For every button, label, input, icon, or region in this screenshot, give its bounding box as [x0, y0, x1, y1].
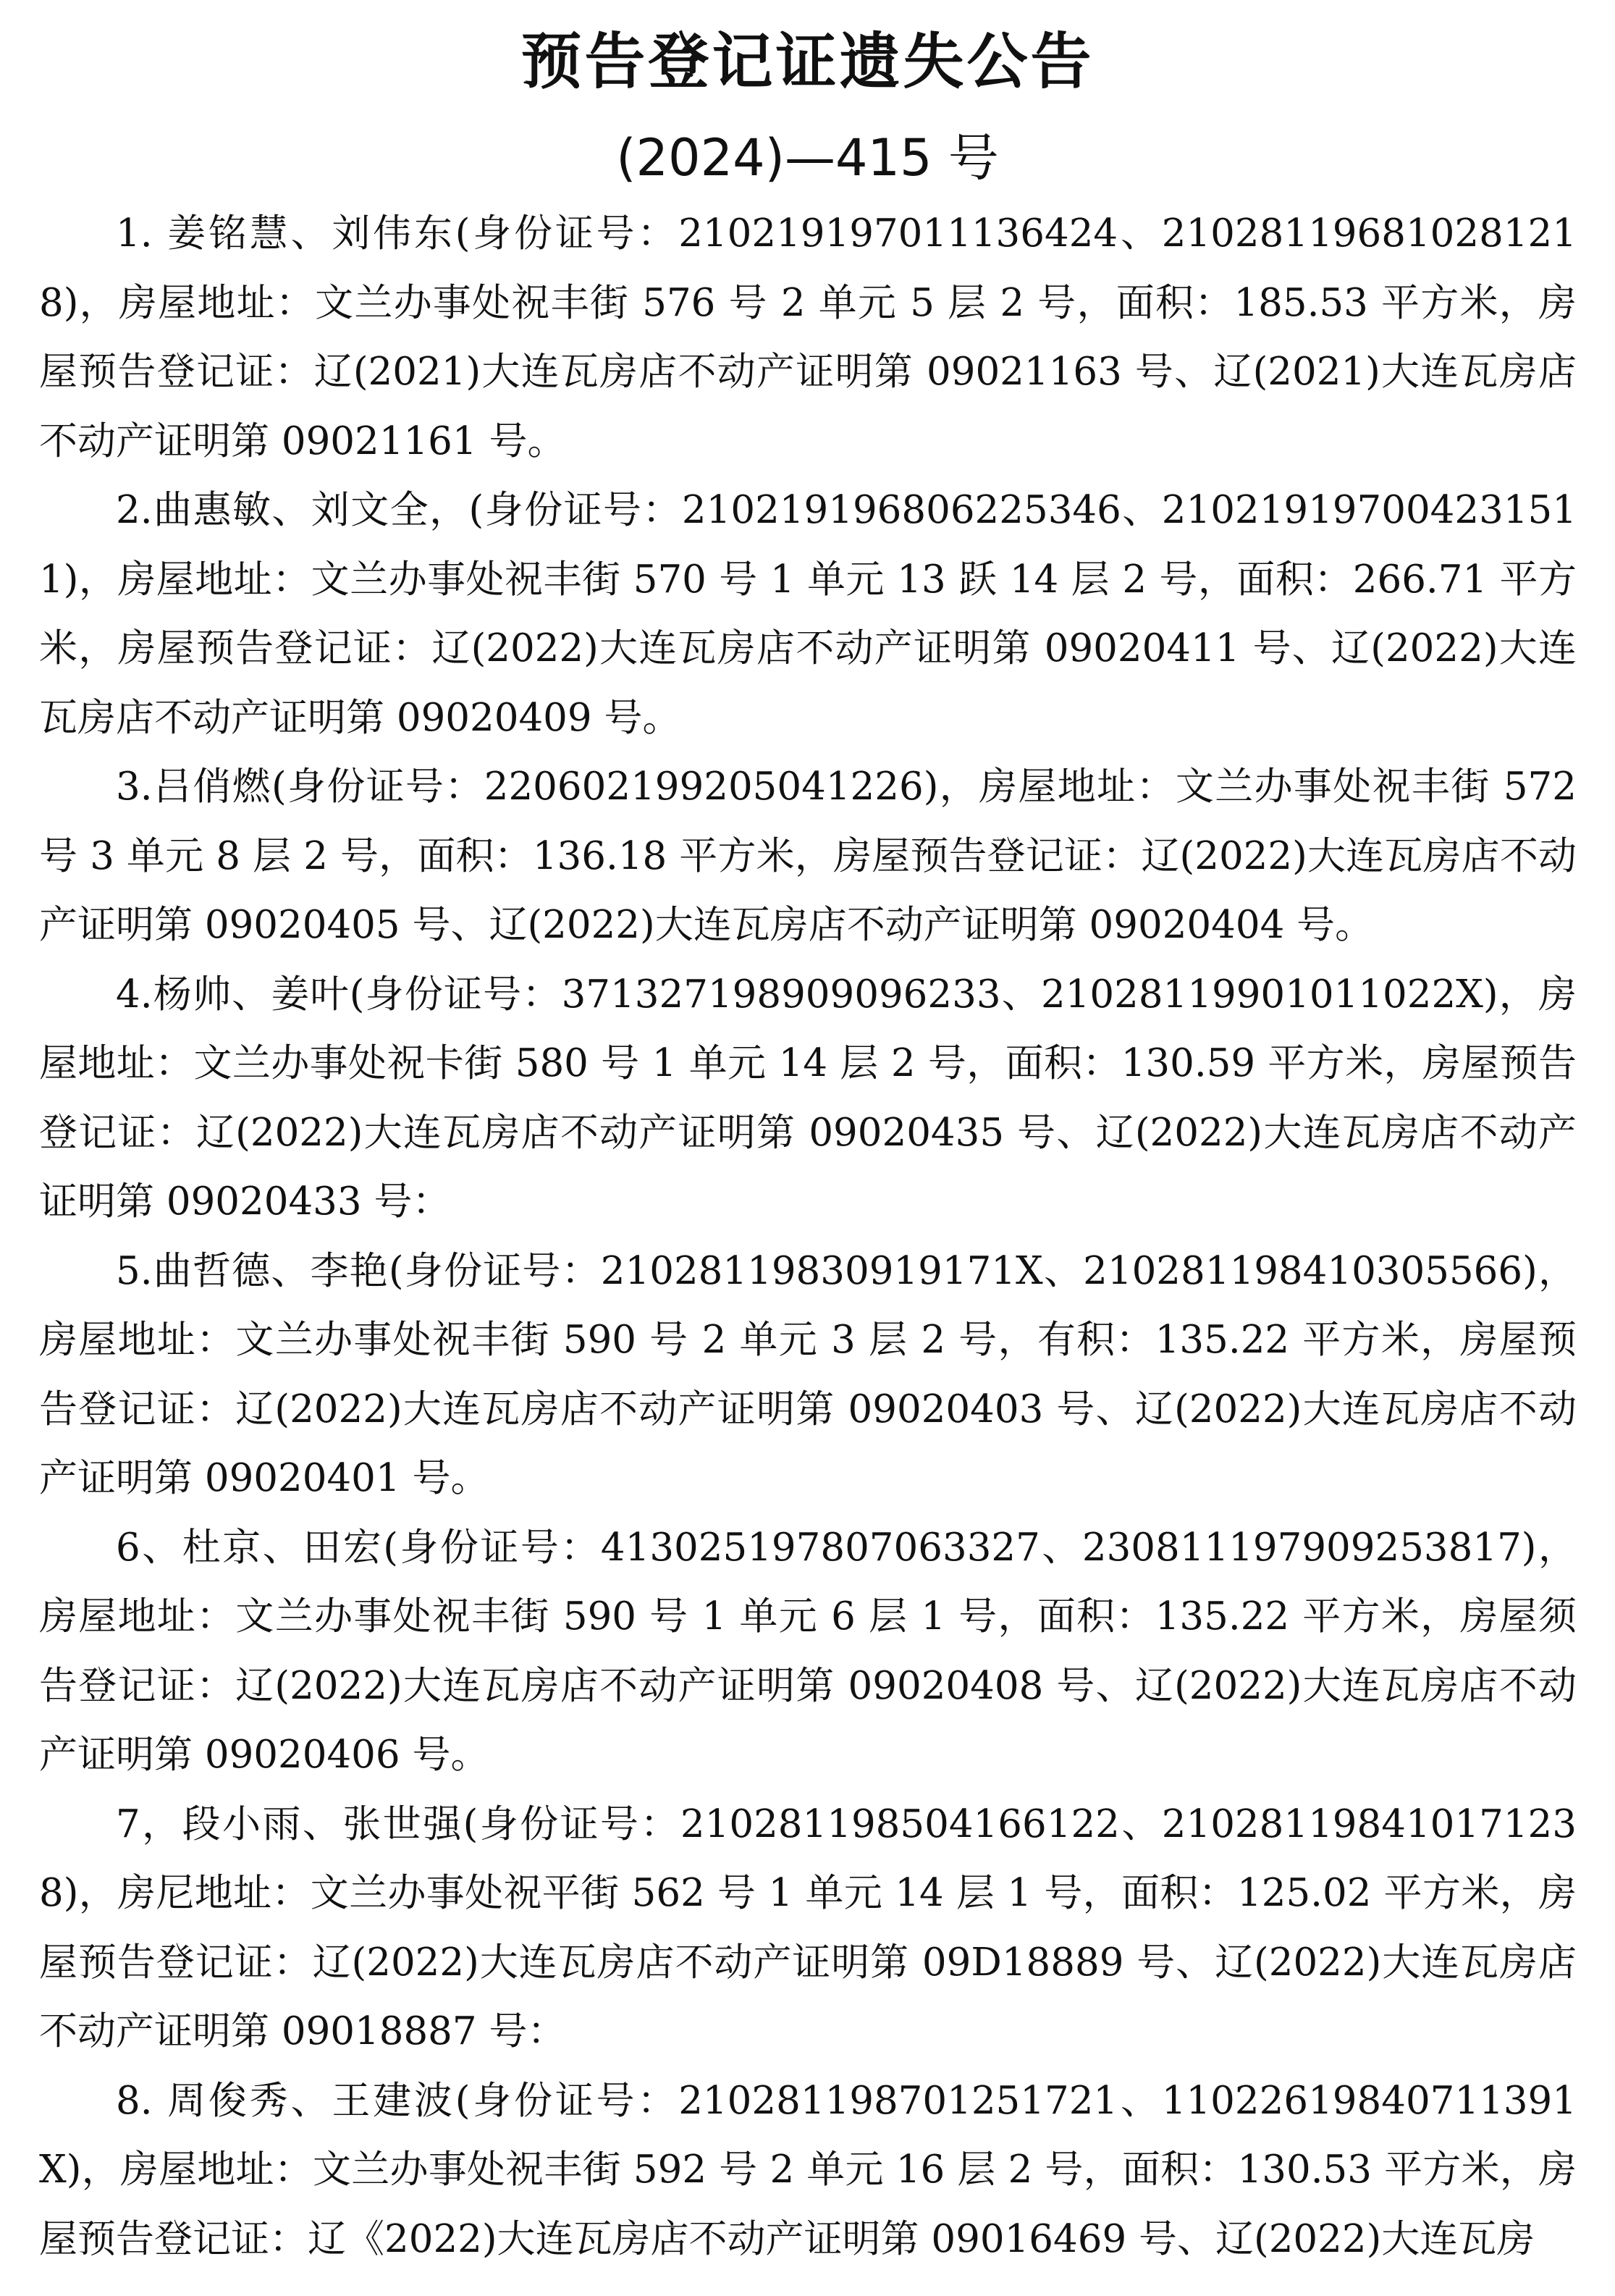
- notice-number: (2024)—415 号: [616, 128, 999, 188]
- notice-title: 预告登记证遗失公告: [520, 26, 1095, 97]
- notice-entry-1: 1. 姜铭慧、刘伟东(身份证号：210219197011136424、210281196810281218)，房屋地址：文兰办事处祝丰街 576 号 2 单元 5 层 2 号，面积：185.53 平方米，房屋预告登记证：辽(2021)大连瓦房店不动产证明第 09021163 号、辽(2021)大连瓦房店不动产证明第 09021161 号。: [39, 211, 1577, 463]
- notice-entry-4: 4.杨帅、姜叶(身份证号：371327198909096233、21028119901011022X)，房屋地址：文兰办事处祝卡街 580 号 1 单元 14 层 2 号，面积：130.59 平方米，房屋预告登记证：辽(2022)大连瓦房店不动产证明第 09020435 号、辽(2022)大连瓦房店不动产证明第 09020433 号：: [39, 972, 1577, 1224]
- notice-entry-6: 6、杜京、田宏(身份证号：413025197807063327、230811197909253817)，房屋地址：文兰办事处祝丰街 590 号 1 单元 6 层 1 号，面积：135.22 平方米，房屋须告登记证：辽(2022)大连瓦房店不动产证明第 09020408 号、辽(2022)大连瓦房店不动产证明第 09020406 号。: [39, 1525, 1577, 1777]
- notice-entry-8: 8. 周俊秀、王建波(身份证号：210281198701251721、11022619840711391X)，房屋地址：文兰办事处祝丰街 592 号 2 单元 16 层 2 号，面积：130.53 平方米，房屋预告登记证：辽《2022)大连瓦房店不动产证明第 09016469 号、辽(2022)大连瓦房: [39, 2078, 1577, 2261]
- notice-body: [39, 199, 1577, 2274]
- notice-entry-3: 3.吕俏燃(身份证号：220602199205041226)，房屋地址：文兰办事处祝丰街 572 号 3 单元 8 层 2 号，面积：136.18 平方米，房屋预告登记证：辽(2022)大连瓦房店不动产证明第 09020405 号、辽(2022)大连瓦房店不动产证明第 09020404 号。: [39, 765, 1577, 947]
- notice-entry-2: 2.曲惠敏、刘文全，(身份证号：210219196806225346、210219197004231511)，房屋地址：文兰办事处祝丰街 570 号 1 单元 13 跃 14 层 2 号，面积：266.71 平方米，房屋预告登记证：辽(2022)大连瓦房店不动产证明第 09020411 号、辽(2022)大连瓦房店不动产证明第 09020409 号。: [39, 488, 1577, 740]
- notice-entry-5: 5.曲哲德、李艳(身份证号：21028119830919171X、210281198410305566)，房屋地址：文兰办事处祝丰街 590 号 2 单元 3 层 2 号，有积：135.22 平方米，房屋预告登记证：辽(2022)大连瓦房店不动产证明第 09020403 号、辽(2022)大连瓦房店不动产证明第 09020401 号。: [39, 1248, 1577, 1500]
- notice-entry-7: 7，段小雨、张世强(身份证号：210281198504166122、210281198410171238)，房尼地址：文兰办事处祝平街 562 号 1 单元 14 层 1 号，面积：125.02 平方米，房屋预告登记证：辽(2022)大连瓦房店不动产证明第 09D18889 号、辽(2022)大连瓦房店不动产证明第 09018887 号：: [39, 1801, 1577, 2053]
